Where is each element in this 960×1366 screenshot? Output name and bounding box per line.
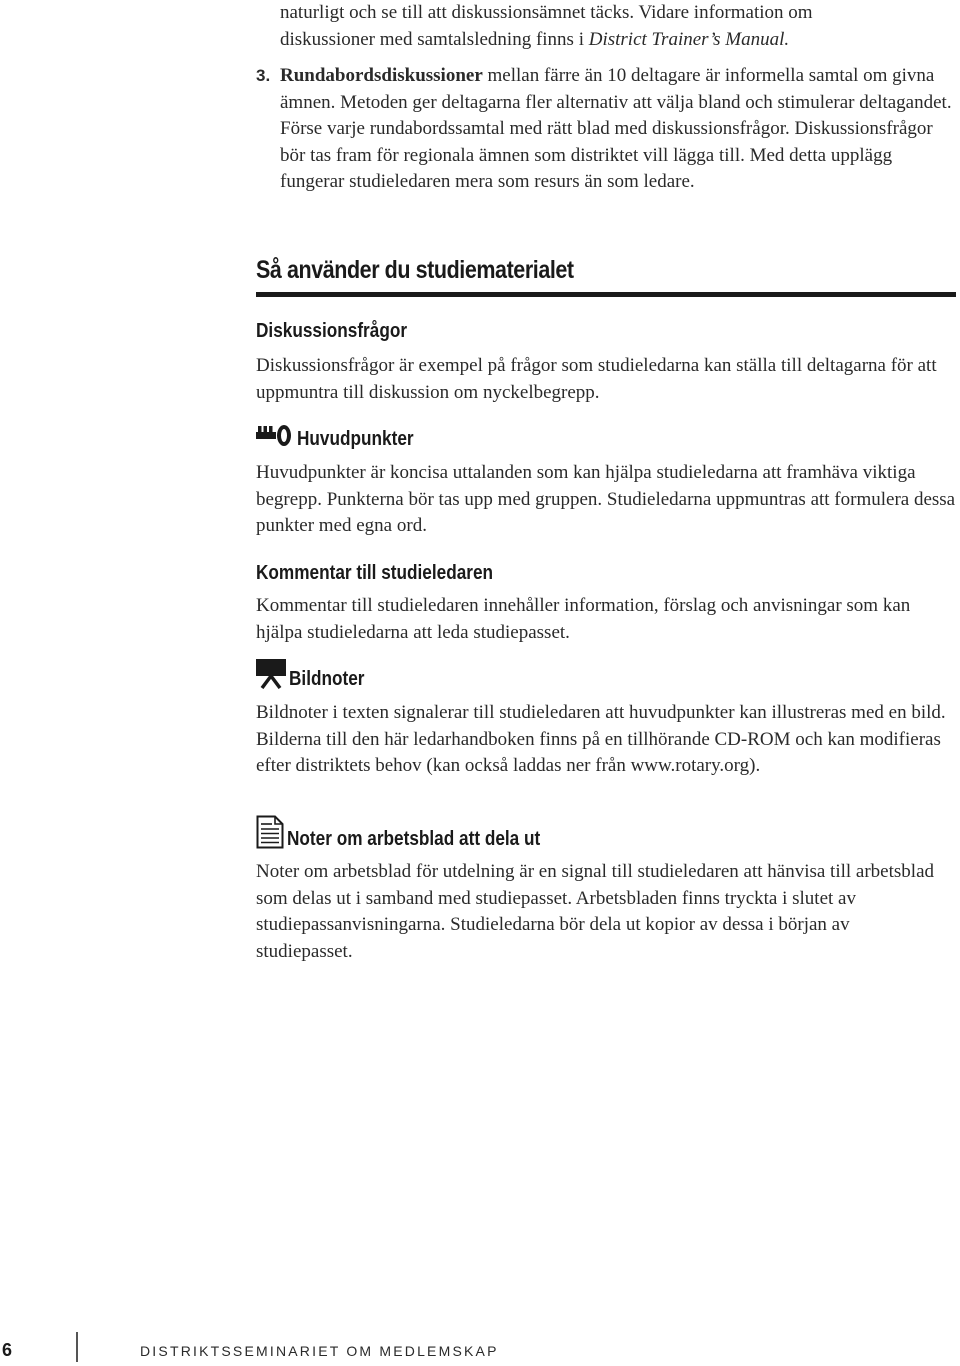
key-icon — [256, 422, 292, 453]
section-title: Så använder du studiematerialet — [256, 256, 574, 284]
list-item-lead: Rundabordsdiskussioner — [280, 65, 483, 86]
para-noter-arbetsblad: Noter om arbetsblad för utdelning är en signal till studieledaren att hänvisa till arbetsblad som delas ut i samband med studiepasset. Arbetsbladen finns tryckta i slutet av studiepassanvisningarna. Studieledarna bör dela ut kopior av dessa i början av studiepasset. — [256, 861, 934, 962]
para-diskussionsfragor: Diskussionsfrågor är exempel på frågor som studieledarna kan ställa till deltagarna för att uppmuntra till diskussion om nyckelbegrepp. — [256, 355, 937, 403]
continuation-text: diskussioner med samtalsledning finns i — [280, 28, 589, 50]
continuation-line-2 — [280, 27, 952, 54]
heading-diskussionsfragor: Diskussionsfrågor — [256, 320, 408, 342]
section-rule — [256, 292, 956, 297]
document-icon — [256, 815, 284, 854]
projector-screen-icon — [256, 659, 286, 694]
running-title: DISTRIKTSSEMINARIET OM MEDLEMSKAP — [140, 1343, 499, 1359]
heading-bildnoter: Bildnoter — [289, 668, 365, 690]
manual-title: District Trainer’s Manual. — [588, 28, 790, 50]
footer-divider — [76, 1332, 78, 1362]
page-number: 6 — [2, 1340, 13, 1360]
continuation-line-1: naturligt och se till att diskussionsämnet täcks. Vidare information om — [280, 2, 813, 23]
heading-kommentar: Kommentar till studieledaren — [256, 562, 494, 584]
list-item-text: mellan färre än 10 deltagare är informella samtal om givna ämnen. Metoden ger deltagarna fler alternativ att välja bland och stimulerar deltagandet. Förse varje rundabordssamtal med rätt blad med diskussionsfrågor. Diskussionsfrågor bör tas fram för regionala ämnen som distriktet vill lägga till. Med detta upplägg fungerar studieledaren mera som resurs än som ledare. — [280, 65, 952, 192]
list-item-3 — [256, 63, 952, 196]
heading-huvudpunkter: Huvudpunkter — [297, 428, 414, 450]
heading-noter-arbetsblad: Noter om arbetsblad att dela ut — [287, 828, 541, 850]
top-continuation — [256, 0, 952, 196]
para-bildnoter: Bildnoter i texten signalerar till studieledaren att huvudpunkter kan illustreras med en bild. Bilderna till den här ledarhandboken finns på en tillhörande CD-ROM och kan modifieras efter distriktets behov (kan också laddas ner från www.rotary.org). — [256, 702, 946, 776]
para-huvudpunkter: Huvudpunkter är koncisa uttalanden som kan hjälpa studieledarna att framhäva viktiga begrepp. Punkterna bör tas upp med gruppen. Studieledarna uppmuntras att formulera dessa punkter med egna ord. — [256, 462, 956, 536]
list-number: 3. — [256, 66, 271, 85]
para-kommentar: Kommentar till studieledaren innehåller information, förslag och anvisningar som kan hjälpa studieledarna att leda studiepasset. — [256, 595, 911, 643]
